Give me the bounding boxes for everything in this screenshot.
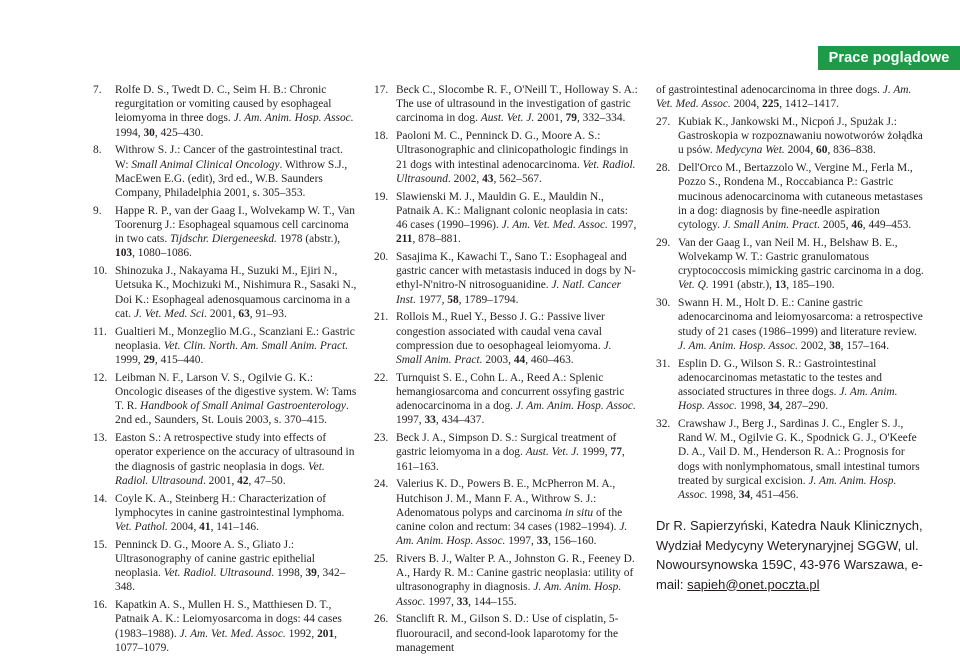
reference-number: 28. [656, 162, 671, 175]
reference-continuation: of gastrointestinal adenocarcinoma in three dogs. J. Am. Vet. Med. Assoc. 2004, 225, 1412–1417. [656, 84, 912, 111]
reference-item [93, 371, 359, 428]
reference-text: Beck C., Slocombe R. F., O'Neill T., Holloway S. A.: The use of ultrasound in the investigation of gastric carcinoma in dog. Aust. Vet. J. 2001, 79, 332–334. [396, 84, 638, 125]
reference-item [656, 115, 924, 158]
reference-item [93, 598, 359, 655]
reference-text: Coyle K. A., Steinberg H.: Characterization of lymphocytes in canine gastrointestinal lymphoma. Vet. Pathol. 2004, 41, 141–146. [115, 492, 345, 534]
reference-text: Crawshaw J., Berg J., Sardinas J. C., Engler S. J., Rand W. M., Ogilvie G. K., Spodnick G. J., O'Keefe D. A., Vail D. M., Henderson R. A.: Prognosis for dogs with nonlymphomatous, small intestinal tumors treated by surgical excision. J. Am. Anim. Hosp. Assoc. 1998, 34, 451–456. [678, 418, 920, 502]
reference-item [374, 371, 638, 428]
reference-text: Happe R. P., van der Gaag I., Wolvekamp W. T., Van Toorenurg J.: Esophageal squamous cell carcinoma in two cats. Tijdschr. Diergeneeskd. 1978 (abstr.), 103, 1080–1086. [115, 204, 355, 260]
reference-item [656, 161, 924, 232]
reference-text: Swann H. M., Holt D. E.: Canine gastric adenocarcinoma and leiomyosarcoma: a retrospective study of 21 cases (1986–1999) and literature review. J. Am. Anim. Hosp. Assoc. 2002, 38, 157–164. [678, 297, 923, 352]
reference-item [374, 250, 638, 307]
reference-number: 26. [374, 613, 389, 626]
reference-number: 10. [93, 265, 108, 278]
section-badge: Prace poglądowe [818, 46, 960, 70]
reference-item [656, 357, 924, 414]
reference-text: Easton S.: A retrospective study into effects of operator experience on the accuracy of ultrasound in the diagnosis of gastric neoplasia in dogs. Vet. Radiol. Ultrasound. 2001, 42, 47–50. [115, 432, 355, 487]
reference-text: Leibman N. F., Larson V. S., Ogilvie G. K.: Oncologic diseases of the digestive system. W: Tams T. R. Handbook of Small Animal Gastroenterology. 2nd ed., Saunders, St. Louis 2003, s. 370–415. [115, 371, 357, 427]
reference-text: Stanclift R. M., Gilson S. D.: Use of cisplatin, 5-fluorouracil, and second-look laparotomy for the management [396, 613, 619, 654]
author-email-link[interactable]: sapieh@onet.poczta.pl [687, 576, 820, 592]
reference-number: 27. [656, 116, 671, 128]
reference-number: 14. [93, 492, 108, 505]
reference-number: 32. [656, 418, 671, 431]
reference-item [93, 143, 359, 200]
reference-item [374, 552, 638, 609]
reference-item [374, 612, 638, 655]
references-column-1 [93, 83, 359, 659]
reference-text: Kubiak K., Jankowski M., Nicpoń J., Spużak J.: Gastroskopia w rozpoznawaniu nowotworów żołądka u psów. Medycyna Wet. 2004, 60, 836–838. [678, 116, 923, 157]
reference-text: Van der Gaag I., van Neil M. H., Belshaw B. E., Wolvekamp W. T.: Gastric granulomatous cryptococcosis mimicking gastric carcinoma in a dog. Vet. Q. 1991 (abstr.), 13, 185–190. [678, 236, 924, 292]
reference-text: Beck J. A., Simpson D. S.: Surgical treatment of gastric leiomyoma in a dog. Aust. Vet. J. 1999, 77, 161–163. [396, 432, 625, 473]
reference-item [93, 264, 359, 321]
reference-number: 31. [656, 357, 671, 370]
reference-number: 18. [374, 130, 389, 143]
author-address [656, 516, 946, 594]
references-column-3 [656, 83, 924, 506]
reference-item [93, 538, 359, 595]
reference-text: Gualtieri M., Monzeglio M.G., Scanziani E.: Gastric neoplasia. Vet. Clin. North. Am. Small Anim. Pract. 1999, 29, 415–440. [115, 325, 355, 367]
reference-number: 22. [374, 371, 389, 384]
reference-item [656, 236, 924, 293]
reference-text: Rivers B. J., Walter P. A., Johnston G. R., Feeney D. A., Hardy R. M.: Canine gastric neoplasia: utility of ultrasonography in diagnosis. J. Am. Anim. Hosp. Assoc. 1997, 33, 144–155. [396, 553, 635, 608]
reference-item [374, 431, 638, 474]
reference-item [93, 492, 359, 535]
reference-text: Rolfe D. S., Twedt D. C., Seim H. B.: Chronic regurgitation or vomiting caused by esophageal leiomyoma in three dogs. J. Am. Anim. Hosp. Assoc. 1994, 30, 425–430. [115, 84, 354, 139]
reference-item [93, 325, 359, 368]
reference-text: Shinozuka J., Nakayama H., Suzuki M., Ejiri N., Uetsuka K., Mochizuki M., Nishimura R., Sasaki N., Doi K.: Esophageal adenosquamous carcinoma in a cat. J. Vet. Med. Sci. 2001, 63, 91–93. [115, 265, 357, 320]
reference-text: Turnquist S. E., Cohn L. A., Reed A.: Splenic hemangiosarcoma and concurrent ossyfing gastric adenocarcinoma in a dog. J. Am. Anim. Hosp. Assoc. 1997, 33, 434–437. [396, 371, 636, 427]
reference-number: 29. [656, 236, 671, 249]
references-column-2 [374, 83, 638, 659]
reference-text: Withrow S. J.: Cancer of the gastrointestinal tract. W: Small Animal Clinical Oncology. Withrow S.J., MacEwen E.G. (edit), 3rd ed., W.B. Saunders Company, Philadelphia 2001, s. 305–353. [115, 144, 348, 200]
author-address-text: Dr R. Sapierzyński, Katedra Nauk Klinicznych, Wydział Medycyny Weterynaryjnej SGGW, ul. Nowoursynowska 159C, 43-976 Warszawa, e-mail: [656, 518, 923, 592]
reference-number: 7. [93, 84, 102, 96]
reference-text: Dell'Orco M., Bertazzolo W., Vergine M., Ferla M., Pozzo S., Rondena M., Roccabianca P.: Gastric mucinous adenocarcinoma with cutaneous metastases in a dog: diagnosis by fine-needle aspiration cytology. J. Small Anim. Pract. 2005, 46, 449–453. [678, 162, 923, 232]
reference-text: Valerius K. D., Powers B. E., McPherron M. A., Hutchison J. M., Mann F. A., Withrow S. J.: Adenomatous polyps and carcinoma in situ of the canine colon and rectum: 34 cases (1982–1994). J. Am. Anim. Hosp. Assoc. 1997, 33, 156–160. [396, 478, 628, 548]
reference-number: 19. [374, 190, 389, 203]
reference-item [656, 296, 924, 353]
reference-item [374, 310, 638, 367]
reference-number: 20. [374, 251, 389, 264]
reference-number: 24. [374, 478, 389, 491]
reference-number: 25. [374, 553, 389, 566]
reference-number: 21. [374, 311, 389, 324]
reference-number: 13. [93, 432, 108, 445]
reference-number: 30. [656, 297, 671, 310]
reference-number: 12. [93, 371, 108, 384]
reference-number: 17. [374, 84, 389, 96]
reference-item [374, 83, 638, 126]
reference-text: Kapatkin A. S., Mullen H. S., Matthiesen D. T., Patnaik A. K.: Leiomyosarcoma in dogs: 44 cases (1983–1988). J. Am. Vet. Med. Assoc. 1992, 201, 1077–1079. [115, 599, 342, 654]
reference-item [374, 477, 638, 548]
reference-text: Esplin D. G., Wilson S. R.: Gastrointestinal adenocarcinomas metastatic to the testes and associated structures in three dogs. J. Am. Anim. Hosp. Assoc. 1998, 34, 287–290. [678, 357, 898, 413]
reference-number: 11. [93, 325, 107, 338]
reference-number: 16. [93, 599, 108, 612]
reference-text: Sasajima K., Kawachi T., Sano T.: Esophageal and gastric cancer with metastasis induced in dogs by N-ethyl-N'nitro-N nitrosoguanidine. J. Natl. Cancer Inst. 1977, 58, 1789–1794. [396, 251, 636, 306]
reference-number: 15. [93, 538, 108, 551]
reference-text: Paoloni M. C., Penninck D. G., Moore A. S.: Ultrasonographic and clinicopathologic findings in 21 dogs with intestinal adenocarcinoma. Vet. Radiol. Ultrasound. 2002, 43, 562–567. [396, 130, 636, 185]
reference-item [374, 190, 638, 247]
reference-item [93, 83, 359, 140]
reference-item [656, 417, 924, 502]
reference-number: 23. [374, 432, 389, 445]
reference-number: 9. [93, 204, 102, 217]
reference-text: Penninck D. G., Moore A. S., Gliato J.: Ultrasonography of canine gastric epithelial neoplasia. Vet. Radiol. Ultrasound. 1998, 39, 342–348. [115, 538, 346, 594]
reference-text: Rollois M., Ruel Y., Besso J. G.: Passive liver congestion associated with caudal vena caval compression due to oesophageal leiomyoma. J. Small Anim. Pract. 2003, 44, 460–463. [396, 311, 612, 367]
reference-item [93, 204, 359, 261]
reference-item [374, 129, 638, 186]
reference-number: 8. [93, 144, 102, 157]
reference-item [93, 431, 359, 488]
reference-text: Slawienski M. J., Mauldin G. E., Mauldin N., Patnaik A. K.: Malignant colonic neoplasia in cats: 46 cases (1990–1996). J. Am. Vet. Med. Assoc. 1997, 211, 878–881. [396, 190, 637, 246]
